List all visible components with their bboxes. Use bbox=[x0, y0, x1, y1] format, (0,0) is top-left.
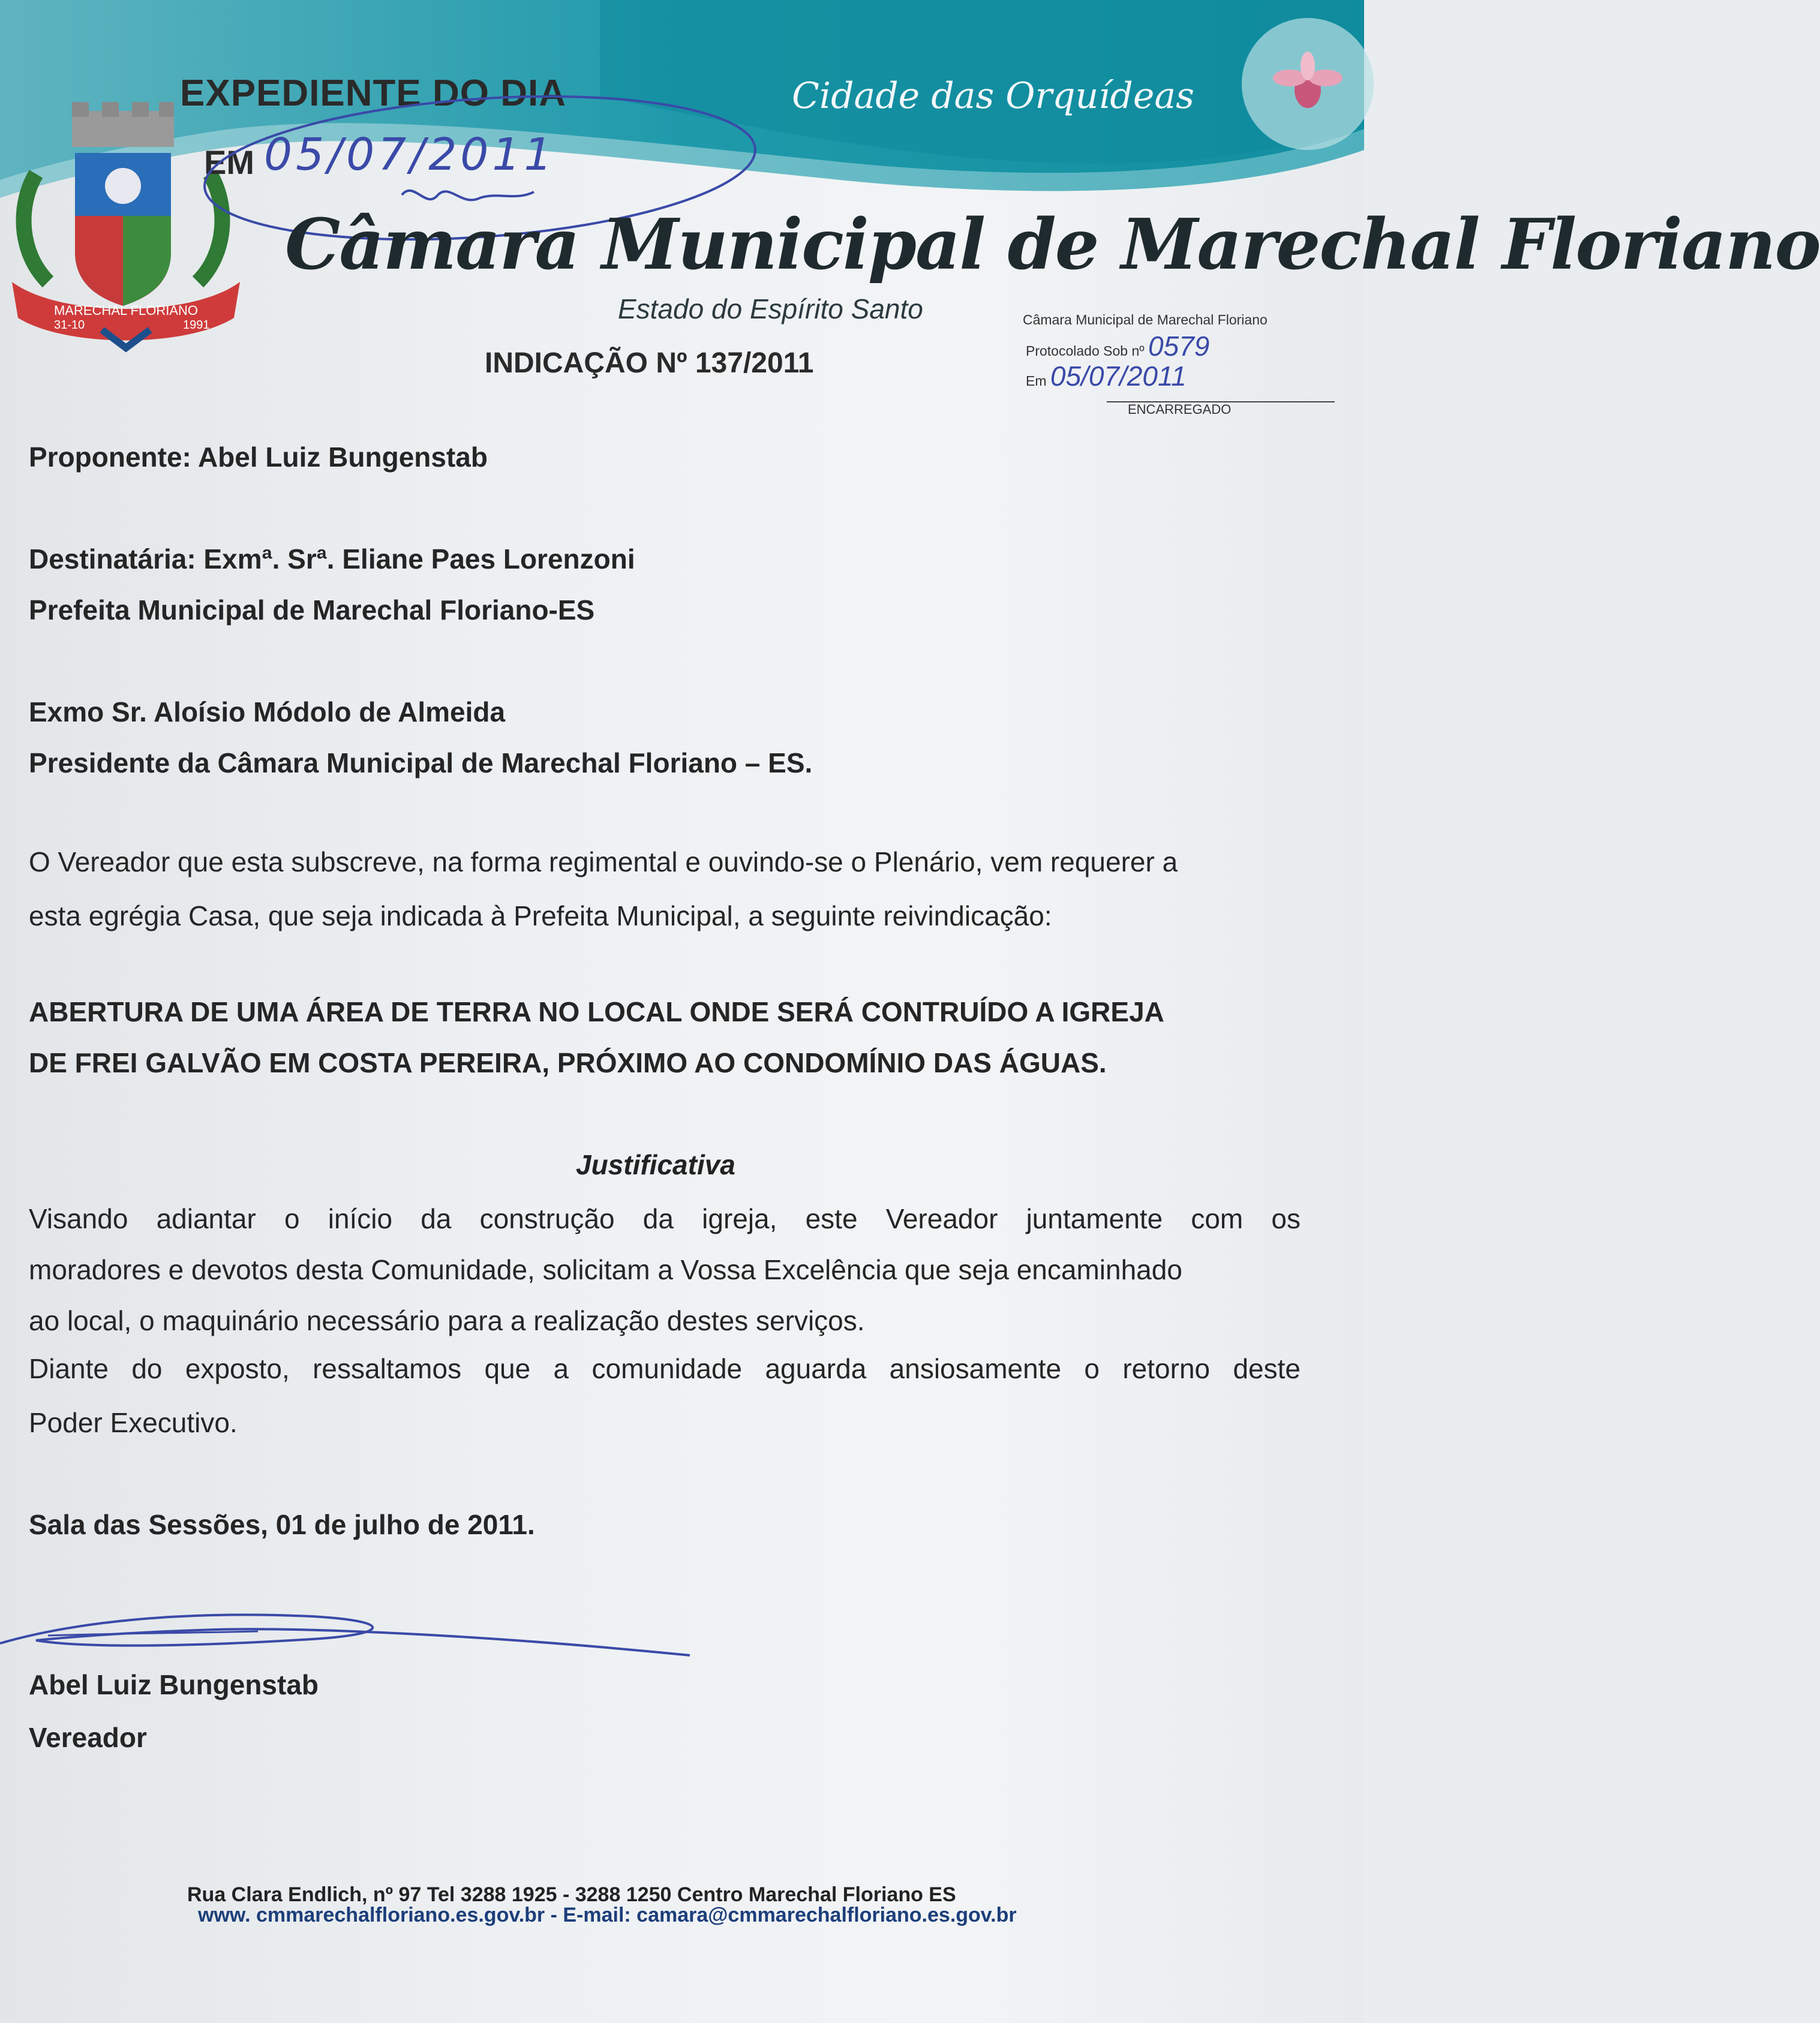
request-line2: DE FREI GALVÃO EM COSTA PEREIRA, PRÓXIMO AO CONDOMÍNIO DAS ÁGUAS. bbox=[29, 1047, 1107, 1078]
stamp-protocol-number: 0579 bbox=[1148, 330, 1210, 362]
signer-name: Abel Luiz Bungenstab bbox=[29, 1669, 319, 1700]
chamber-title: Câmara Municipal de Marechal Floriano bbox=[285, 204, 1820, 285]
stamp-date-line bbox=[1026, 360, 1187, 392]
justificativa-line4: Diante do exposto, ressaltamos que a comunidade aguarda ansiosamente o retorno deste bbox=[29, 1353, 1301, 1384]
session-date: Sala das Sessões, 01 de julho de 2011. bbox=[29, 1509, 535, 1540]
stamp-protocol-line bbox=[1026, 330, 1209, 362]
intro-line1: O Vereador que esta subscreve, na forma regimental e ouvindo-se o Plenário, vem requerer a bbox=[29, 846, 1178, 877]
justificativa-title: Justificativa bbox=[576, 1149, 735, 1180]
request-line1: ABERTURA DE UMA ÁREA DE TERRA NO LOCAL ONDE SERÁ CONTRUÍDO A IGREJA bbox=[29, 996, 1164, 1027]
justificativa-line5: Poder Executivo. bbox=[29, 1407, 238, 1438]
received-date-handwritten: 05/07/2011 bbox=[264, 129, 556, 181]
justificativa-line1: Visando adiantar o início da construção da igreja, este Vereador juntamente com os bbox=[29, 1203, 1301, 1234]
presidente-line2: Presidente da Câmara Municipal de Marechal Floriano – ES. bbox=[29, 747, 813, 778]
indicacao-number: INDICAÇÃO Nº 137/2011 bbox=[485, 347, 814, 379]
expediente-label: EXPEDIENTE DO DIA bbox=[180, 73, 566, 114]
svg-text:MARECHAL FLORIANO: MARECHAL FLORIANO bbox=[53, 303, 199, 318]
signer-role: Vereador bbox=[29, 1722, 147, 1753]
justificativa-line3: ao local, o maquinário necessário para a realização destes serviços. bbox=[29, 1305, 865, 1336]
justificativa-line2: moradores e devotos desta Comunidade, solicitam a Vossa Excelência que seja encaminhado bbox=[29, 1254, 1182, 1285]
footer-web-email: www. cmmarechalfloriano.es.gov.br - E-mail: camara@cmmarechalfloriano.es.gov.br bbox=[198, 1904, 1017, 1926]
city-slogan: Cidade das Orquídeas bbox=[792, 75, 1194, 117]
stamp-chamber-line: Câmara Municipal de Marechal Floriano bbox=[1023, 312, 1268, 327]
state-label: Estado do Espírito Santo bbox=[618, 293, 923, 324]
destinataria-line2: Prefeita Municipal de Marechal Floriano-ES bbox=[29, 594, 595, 626]
proponente: Proponente: Abel Luiz Bungenstab bbox=[29, 441, 488, 473]
presidente-line1: Exmo Sr. Aloísio Módolo de Almeida bbox=[29, 696, 506, 728]
footer-address: Rua Clara Endlich, nº 97 Tel 3288 1925 - 3288 1250 Centro Marechal Floriano ES bbox=[187, 1883, 956, 1906]
destinataria-line1: Destinatária: Exmª. Srª. Eliane Paes Lorenzoni bbox=[29, 543, 635, 575]
stamp-role: ENCARREGADO bbox=[1128, 402, 1232, 417]
intro-line2: esta egrégia Casa, que seja indicada à Prefeita Municipal, a seguinte reivindicação: bbox=[29, 900, 1052, 931]
svg-text:1991: 1991 bbox=[183, 318, 210, 332]
stamp-date-value: 05/07/2011 bbox=[1050, 360, 1187, 392]
svg-text:31-10: 31-10 bbox=[54, 318, 85, 332]
stamp-protocol-label: Protocolado Sob nº bbox=[1026, 343, 1145, 359]
stamp-date-label: Em bbox=[1026, 373, 1047, 389]
em-label: EM bbox=[204, 143, 254, 181]
handwritten-signature bbox=[0, 1598, 720, 1670]
